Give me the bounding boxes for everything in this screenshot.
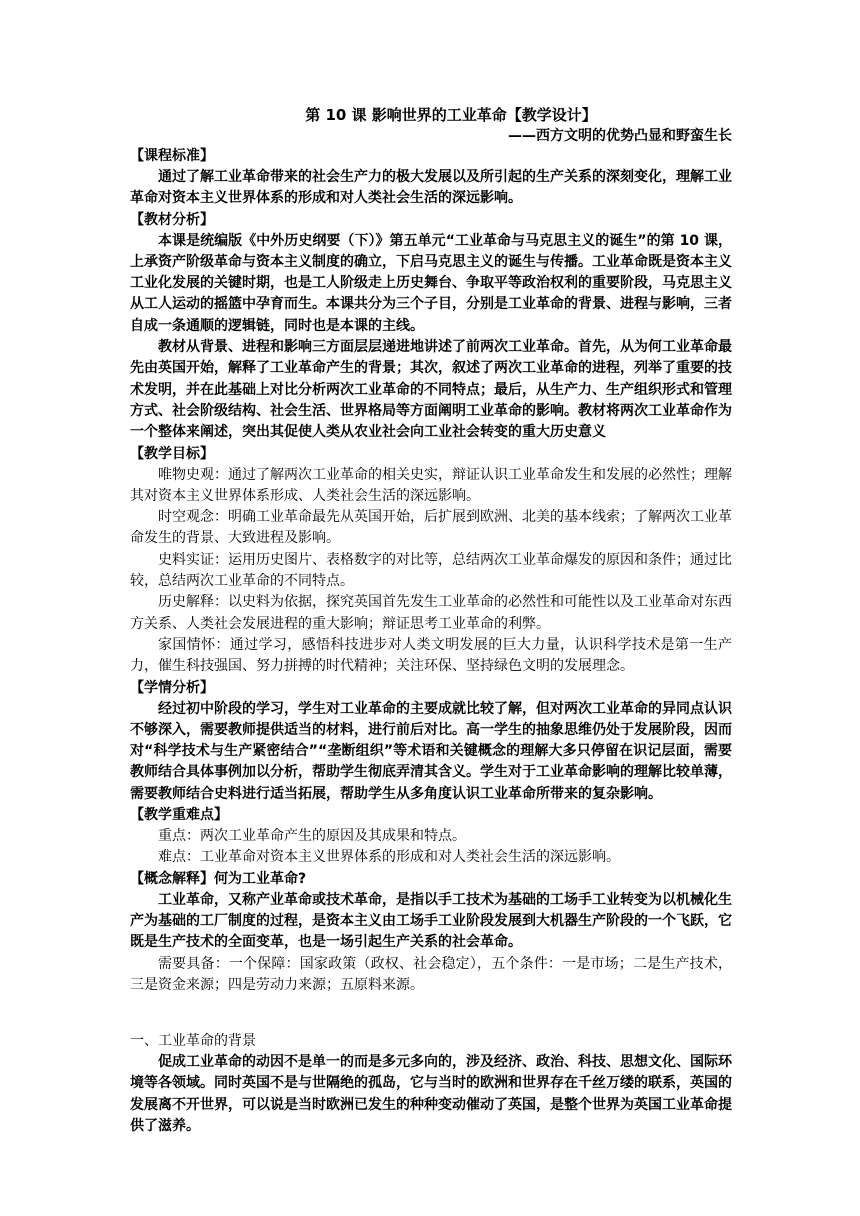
concept-heading: 【概念解释】何为工业革命? xyxy=(130,870,307,887)
document-body xyxy=(130,104,732,1137)
goal-item: 时空观念：明确工业革命最先从英国开始，后扩展到欧洲、北美的基本线索；了解两次工业革命发生的背景、大致进程及影响。 xyxy=(130,509,732,547)
students-heading: 【学情分析】 xyxy=(130,679,214,696)
standard-heading: 【课程标准】 xyxy=(130,148,214,164)
analysis-paragraph-1: 本课是统编版《中外历史纲要（下）》第五单元“工业革命与马克思主义的诞生”的第 10 课，上承资产阶级革命与资本主义制度的确立，下启马克思主义的诞生与传播。工业革命既是资本主义工业化发展的关键时期，也是工人阶级走上历史舞台、争取平等政治权利的重要阶段，马克思主义从工人运动的摇篮中孕育而生。本课共分为三个子目，分别是工业革命的背景、进程与影响，三者自成一条通顺的逻辑链，同时也是本课的主线。 xyxy=(130,232,732,334)
students-text: 经过初中阶段的学习，学生对工业革命的主要成就比较了解，但对两次工业革命的异同点认识不够深入，需要教师提供适当的材料，进行前后对比。高一学生的抽象思维仍处于发展阶段，因而对“科学技术与生产紧密结合”“垄断组织”等术语和关键概念的理解大多只停留在识记层面，需要教师结合具体事例加以分析，帮助学生彻底弄清其含义。学生对于工业革命影响的理解比较单薄，需要教师结合史料进行适当拓展，帮助学生从多角度认识工业革命所带来的复杂影响。 xyxy=(130,700,732,802)
concept-paragraph-2: 需要具备：一个保障：国家政策（政权、社会稳定），五个条件：一是市场；二是生产技术，三是资金来源；四是劳动力来源；五原料来源。 xyxy=(130,955,732,993)
section-1-title: 一、工业革命的背景 xyxy=(130,1033,256,1050)
analysis-paragraph-2: 教材从背景、进程和影响三方面层层递进地讲述了前两次工业革命。首先，从为何工业革命最先由英国开始，解释了工业革命产生的背景；其次，叙述了两次工业革命的进程，列举了重要的技术发明，并在此基础上对比分析两次工业革命的不同特点；最后，从生产力、生产组织形式和管理方式、社会阶级结构、社会生活、世界格局等方面阐明工业革命的影响。教材将两次工业革命作为一个整体来阐述，突出其促使人类从农业社会向工业社会转变的重大历史意义 xyxy=(130,339,732,441)
goal-item: 史料实证：运用历史图片、表格数字的对比等，总结两次工业革命爆发的原因和条件；通过比较，总结两次工业革命的不同特点。 xyxy=(130,551,732,590)
goal-item: 历史解释：以史料为依据，探究英国首先发生工业革命的必然性和可能性以及工业革命对东西方关系、人类社会发展进程的重大影响；辩证思考工业革命的利弊。 xyxy=(130,594,732,632)
standard-text: 通过了解工业革命带来的社会生产力的极大发展以及所引起的生产关系的深刻变化，理解工业革命对资本主义世界体系的形成和对人类社会生活的深远影响。 xyxy=(130,169,732,207)
section-spacer xyxy=(130,996,732,1031)
concept-paragraph-1: 工业革命，又称产业革命或技术革命，是指以手工技术为基础的工场手工业转变为以机械化生产为基础的工厂制度的过程，是资本主义由工场手工业阶段发展到大机器生产阶段的一个飞跃，它既是生产技术的全面变革，也是一场引起生产关系的社会革命。 xyxy=(130,891,732,951)
page-title: 第 10 课 影响世界的工业革命【教学设计】 xyxy=(305,106,597,124)
keypoints-heading: 【教学重难点】 xyxy=(130,807,228,824)
goal-item: 唯物史观：通过了解两次工业革命的相关史实，辩证认识工业革命发生和发展的必然性；理解其对资本主义世界体系形成、人类社会生活的深远影响。 xyxy=(130,466,732,504)
page-subtitle: ——西方文明的优势凸显和野蛮生长 xyxy=(508,128,732,144)
analysis-heading: 【教材分析】 xyxy=(130,211,214,228)
goal-item: 家国情怀：通过学习，感悟科技进步对人类文明发展的巨大力量，认识科学技术是第一生产力，催生科技强国、努力拼搏的时代精神；关注环保、坚持绿色文明的发展理念。 xyxy=(130,636,732,675)
keypoints-focus: 重点：两次工业革命产生的原因及其成果和特点。 xyxy=(158,828,466,845)
section-1-text: 促成工业革命的动因不是单一的而是多元多向的，涉及经济、政治、科技、思想文化、国际环境等各领域。同时英国不是与世隔绝的孤岛，它与当时的欧洲和世界存在千丝万缕的联系，英国的发展离不开世界，可以说是当时欧洲已发生的种种变动催动了英国，是整个世界为英国工业革命提供了滋养。 xyxy=(130,1054,732,1134)
keypoints-difficulty: 难点：工业革命对资本主义世界体系的形成和对人类社会生活的深远影响。 xyxy=(158,849,620,866)
goals-heading: 【教学目标】 xyxy=(130,445,214,462)
